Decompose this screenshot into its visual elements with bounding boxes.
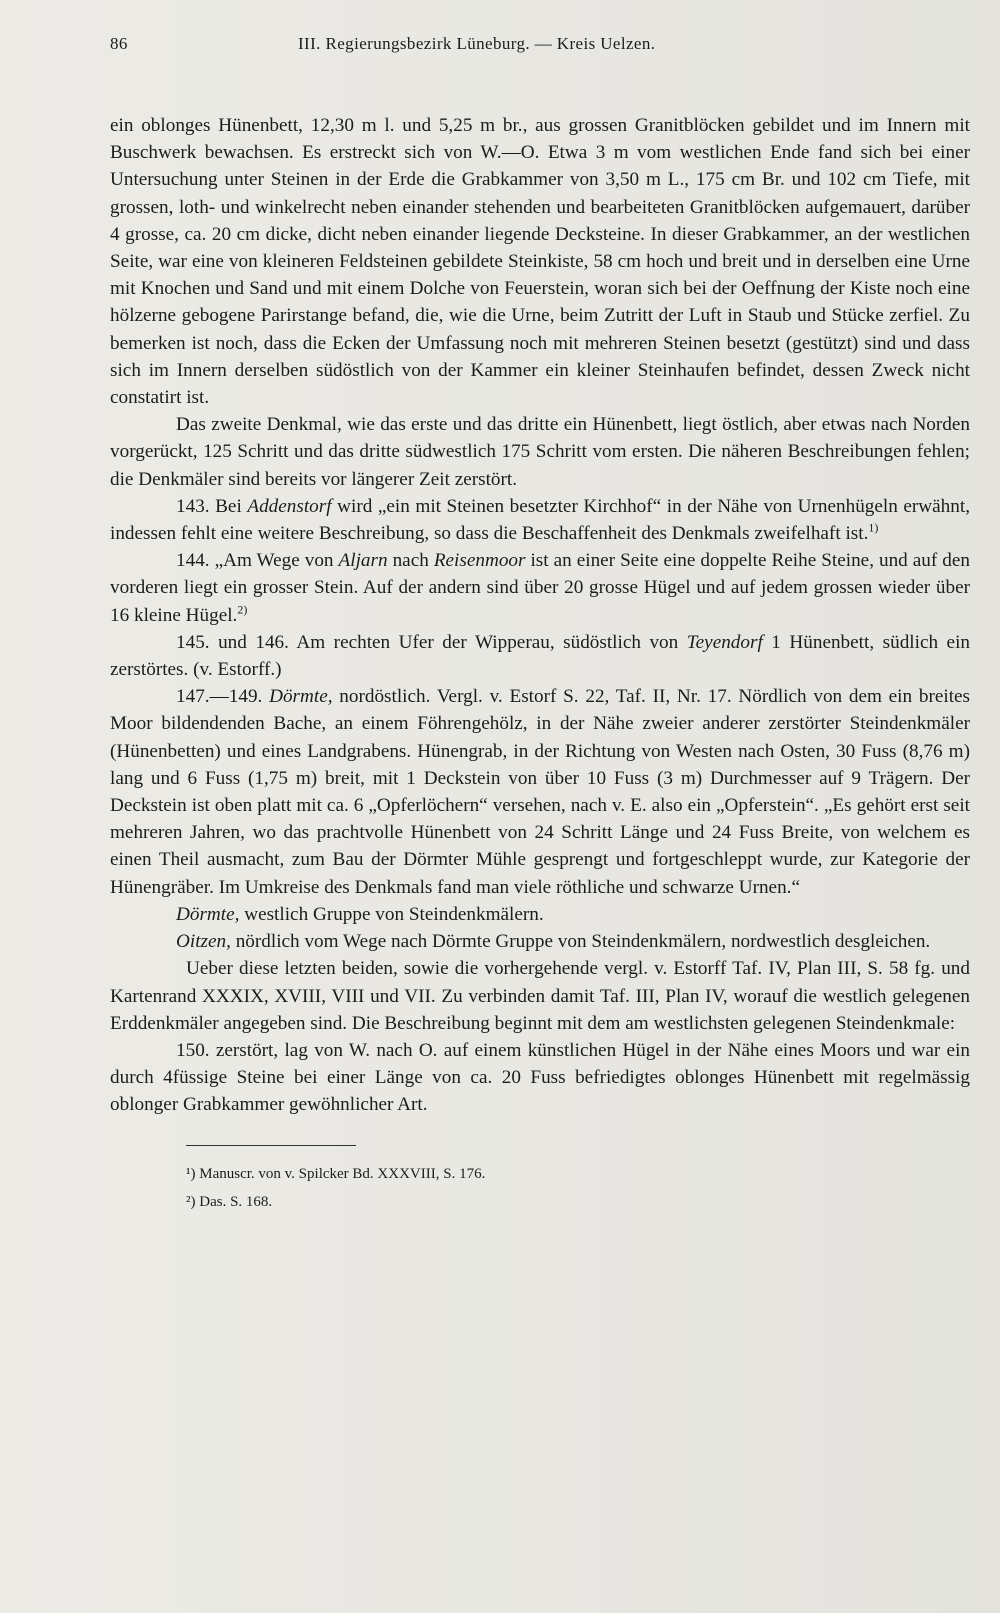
running-title: III. Regierungsbezirk Lüneburg. — Kreis Uelzen.	[298, 34, 656, 53]
entry-144: 144. „Am Wege von Aljarn nach Reisenmoor ist an einer Seite eine doppelte Reihe Steine, und auf den vorderen liegt ein grosser Stein. Auf der andern sind über 20 grosse Hügel und auf jedem grossen wieder über 16 kleine Hügel.$^{2)}$	[110, 550, 970, 626]
place-name: Oitzen,	[176, 931, 231, 953]
page-header	[110, 34, 970, 64]
place-name: Dörmte,	[176, 903, 240, 925]
paragraph-oitzen: Oitzen, nördlich vom Wege nach Dörmte Gruppe von Steindenkmälern, nordwestlich desgleichen.	[176, 931, 931, 953]
footnote-2: ²) Das. S. 168.	[186, 1193, 273, 1210]
place-name: Dörmte,	[269, 686, 333, 708]
footnote-ref: 1)	[868, 520, 879, 535]
paragraph-dormte-west: Dörmte, westlich Gruppe von Steindenkmälern.	[176, 903, 544, 925]
place-name: Aljarn	[338, 550, 388, 572]
paragraph-ueber-diese: Ueber diese letzten beiden, sowie die vorhergehende vergl. v. Estorff Taf. IV, Plan III, S. 58 fg. und Kartenrand XXXIX, XVIII, VIII und VII. Zu verbinden damit Taf. III, Plan IV, worauf die westlich gelegenen Erddenkmäler angegeben sind. Die Beschreibung beginnt mit dem am westlichsten gelegenen Steindenkmale:	[110, 958, 970, 1034]
footnotes	[186, 1160, 970, 1216]
footnote-divider	[186, 1145, 356, 1146]
paragraph-second-monument: Das zweite Denkmal, wie das erste und das dritte ein Hünenbett, liegt östlich, aber etwas nach Norden vorgerückt, 125 Schritt und das dritte südwestlich 175 Schritt vom ersten. Die näheren Beschreibungen fehlen; die Denkmäler sind bereits vor längerer Zeit zerstört.	[110, 414, 970, 490]
body-text	[110, 112, 970, 1119]
entry-145-146: 145. und 146. Am rechten Ufer der Wipperau, südöstlich von Teyendorf 1 Hünenbett, südlich ein zerstörtes. (v. Estorff.)	[110, 631, 970, 681]
entry-143: 143. Bei Addenstorf wird „ein mit Steinen besetzter Kirchhof“ in der Nähe von Urnenhügeln erwähnt, indessen fehlt eine weitere Beschreibung, so dass die Beschaffenheit des Denkmals zweifelhaft ist.$^{1)}$	[110, 495, 970, 545]
place-name: Teyendorf	[686, 631, 763, 653]
paragraph-hunenbett-description: ein oblonges Hünenbett, 12,30 m l. und 5,25 m br., aus grossen Granitblöcken gebildet und im Innern mit Buschwerk bewachsen. Es erstreckt sich von W.—O. Etwa 3 m vom westlichen Ende fand sich bei einer Untersuchung unter Steinen in der Erde die Grabkammer von 3,50 m L., 175 cm Br. und 102 cm Tiefe, mit grossen, loth- und winkelrecht neben einander stehenden und bearbeiteten Granitblöcken aufgemauert, darüber 4 grosse, ca. 20 cm dicke, dicht neben einander liegende Decksteine. In dieser Grabkammer, an der westlichen Seite, war eine von kleineren Feldsteinen gebildete Steinkiste, 58 cm hoch und breit und in derselben eine Urne mit Knochen und Sand und mit einem Dolche von Feuerstein, woran sich bei der Oeffnung der Kiste noch eine hölzerne gebogene Parirstange befand, die, wie die Urne, beim Zutritt der Luft in Staub und Stücke zerfiel. Zu bemerken ist noch, dass die Ecken der Umfassung noch mit mehreren Steinen besetzt (gestützt) sind und dass sich im Innern derselben südöstlich von der Kammer ein kleiner Steinhaufen befindet, dessen Zweck nicht constatirt ist.	[110, 115, 970, 409]
entry-147-149: 147.—149. Dörmte, nordöstlich. Vergl. v. Estorf S. 22, Taf. II, Nr. 17. Nördlich von dem ein breites Moor bildendenden Bache, an einem Föhrengehölz, in der Nähe zweier anderer zerstörter Steindenkmäler (Hünenbetten) und eines Landgrabens. Hünengrab, in der Richtung von Westen nach Osten, 30 Fuss (8,76 m) lang und 6 Fuss (1,75 m) breit, mit 1 Deckstein von über 10 Fuss (3 m) Durchmesser auf 9 Trägern. Der Deckstein ist oben platt mit ca. 6 „Opferlöchern“ versehen, nach v. E. also ein „Opferstein“. „Es gehört erst seit mehreren Jahren, wo das prachtvolle Hünenbett von 24 Schritt Länge und 24 Fuss Breite, von welchem es einen Theil ausmacht, zum Bau der Dörmter Mühle gesprengt und fortgeschleppt wurde, zur Kategorie der Hünengräber. Im Umkreise des Denkmals fand man viele röthliche und schwarze Urnen.“	[110, 686, 971, 898]
entry-150: 150. zerstört, lag von W. nach O. auf einem künstlichen Hügel in der Nähe eines Moors und war ein durch 4füssige Steine bei einer Länge von ca. 20 Fuss befriedigtes oblonges Hünenbett mit regelmässig oblonger Grabkammer gewöhnlicher Art.	[110, 1039, 970, 1116]
page-number: 86	[110, 34, 128, 53]
place-name: Reisenmoor	[433, 550, 526, 572]
footnote-ref: 2)	[237, 602, 248, 617]
footnote-1: ¹) Manuscr. von v. Spilcker Bd. XXXVIII, S. 176.	[186, 1165, 486, 1182]
place-name: Addenstorf	[247, 495, 332, 517]
